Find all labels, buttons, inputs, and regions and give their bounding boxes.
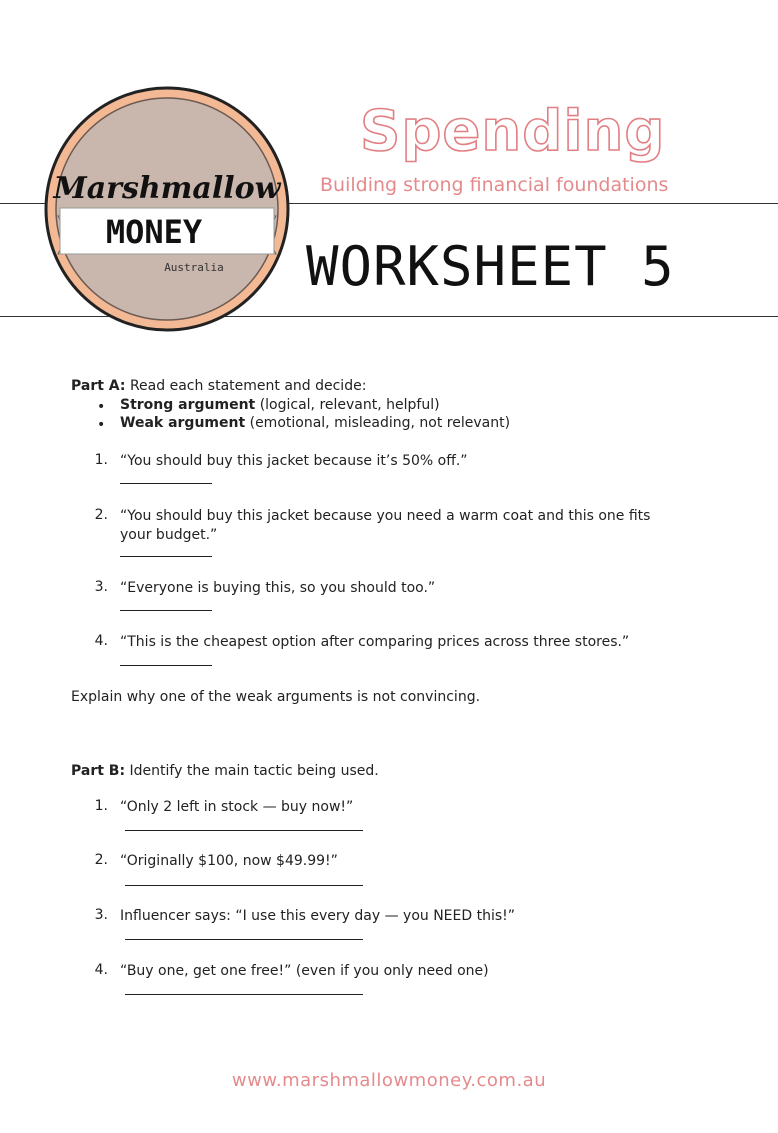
worksheet-label: WORKSHEET 5 [306,235,675,298]
tactic-text: “Only 2 left in stock — buy now!” [120,799,354,815]
option-weak [120,414,510,433]
answer-blank[interactable] [120,556,212,557]
logo-brand-top: Marshmallow [53,171,281,206]
answer-blank[interactable] [125,994,363,995]
item-number: 1. [94,452,108,468]
answer-blank[interactable] [125,939,363,940]
page-subtitle: Building strong financial foundations [320,174,669,196]
bullet-icon: • [97,399,106,415]
answer-blank[interactable] [125,885,363,886]
item-number: 3. [94,907,108,923]
part-a-heading [71,377,366,396]
part-a-label: Part A: [71,378,126,394]
marshmallow-money-logo [44,86,290,332]
answer-blank[interactable] [120,483,212,484]
item-number: 2. [94,852,108,868]
page-title: Spending [360,99,666,164]
answer-blank[interactable] [125,830,363,831]
answer-blank[interactable] [120,665,212,666]
part-a-instruction: Read each statement and decide: [129,378,367,394]
footer-url-link[interactable]: www.marshmallowmoney.com.au [231,1070,547,1091]
item-number: 2. [94,507,108,523]
statement-text: “You should buy this jacket because you need a warm coat and this one fits your budget.” [120,508,651,543]
tactic-text: Influencer says: “I use this every day — you NEED this!” [120,908,516,924]
option-strong [120,396,440,415]
answer-blank[interactable] [120,610,212,611]
statement-text: “This is the cheapest option after comparing prices across three stores.” [120,634,630,650]
statement-text: “You should buy this jacket because it’s 50% off.” [120,453,468,469]
tactic-text: “Originally $100, now $49.99!” [120,853,338,869]
part-b-label: Part B: [71,763,126,779]
item-number: 4. [94,633,108,649]
option-desc: (emotional, misleading, not relevant) [245,415,511,431]
bullet-icon: • [97,417,106,433]
part-b-heading [71,762,379,781]
tactic-text: “Buy one, get one free!” (even if you only need one) [120,963,489,979]
item-number: 1. [94,798,108,814]
logo-brand-banner: MONEY [105,213,203,251]
item-number: 3. [94,579,108,595]
statement-text: “Everyone is buying this, so you should too.” [120,580,436,596]
option-term: Strong argument [120,397,256,413]
logo-brand-country: Australia [164,261,224,274]
part-b-instruction: Identify the main tactic being used. [129,763,379,779]
option-desc: (logical, relevant, helpful) [255,397,440,413]
option-term: Weak argument [120,415,246,431]
explain-prompt: Explain why one of the weak arguments is not convincing. [71,689,481,705]
item-number: 4. [94,962,108,978]
